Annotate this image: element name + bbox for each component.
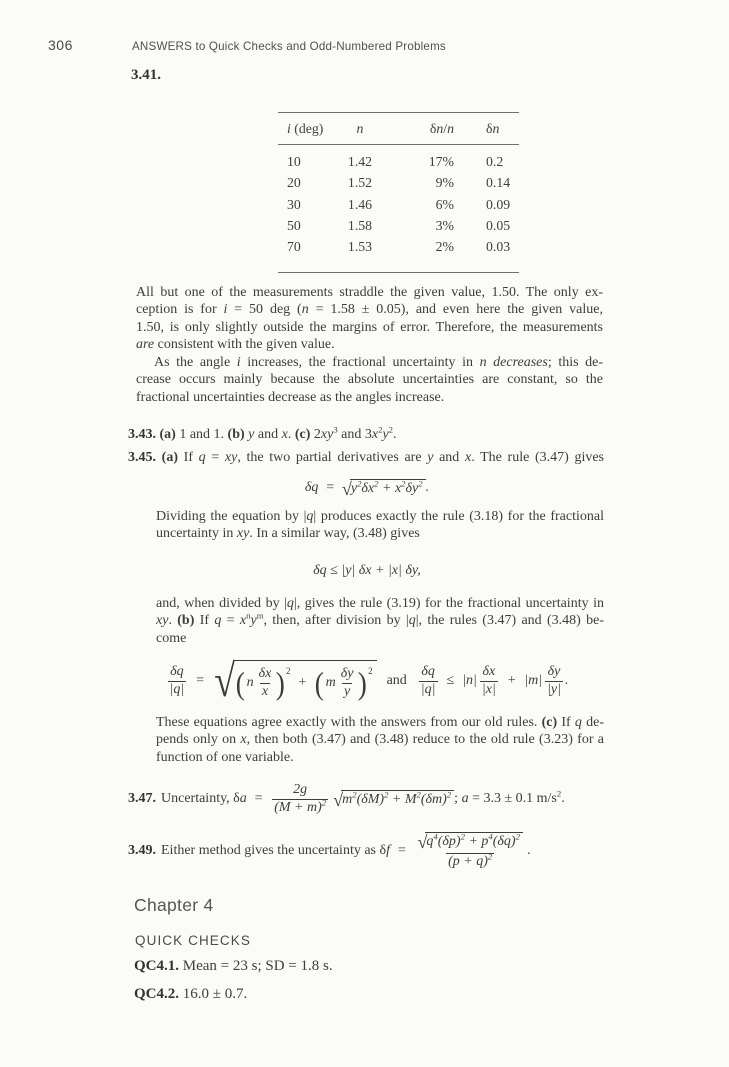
- answer-table-341: [278, 112, 519, 273]
- table-cell: 0.05: [486, 218, 511, 234]
- fraction-2g-over-Mm2: [272, 782, 328, 815]
- answer-345-dividing: [156, 508, 604, 543]
- table-cell: 0.09: [486, 196, 511, 212]
- square-root: √ $y^2\delta x^2 + x^2\delta y^2$: [342, 479, 426, 497]
- qc41-body: Mean = 23 s; SD = 1.8 s.: [182, 958, 333, 974]
- answer-347-lead: Uncertainty, δa: [161, 791, 247, 806]
- fraction-dy-over-absy: [545, 664, 563, 697]
- answer-345-these: [156, 714, 604, 766]
- table-cell: 1.58: [347, 218, 373, 234]
- table-cell: 3%: [435, 218, 454, 234]
- problem-345-label: 3.45.: [128, 450, 156, 465]
- quick-checks-heading: QUICK CHECKS: [135, 933, 251, 948]
- exponent-2: 2: [285, 665, 291, 676]
- plus-sign: +: [297, 675, 307, 690]
- fraction-numerator: δq: [170, 664, 184, 680]
- text-line: crease occurs mainly because the absolute uncertainties are constant, so the: [136, 372, 603, 388]
- text-line: come: [156, 630, 187, 646]
- qc42-answer: [134, 986, 247, 1003]
- coefficient-abs-n: |n|: [462, 673, 477, 688]
- answer-343: [128, 426, 606, 443]
- table-cell: 17%: [428, 154, 454, 170]
- table-cell: 9%: [435, 175, 454, 191]
- formula-period: .: [425, 480, 430, 495]
- formula-lhs: δq: [304, 480, 319, 495]
- fraction-denominator: x: [261, 683, 269, 699]
- fraction-denominator: |x|: [481, 681, 496, 697]
- table-cell: 20: [287, 175, 301, 191]
- table-bottom-rule: [278, 272, 519, 273]
- equals-sign: =: [195, 673, 205, 688]
- text-line: fractional uncertainties decrease as the angles increase.: [136, 389, 445, 405]
- running-header: ANSWERS to Quick Checks and Odd-Numbered Problems: [132, 40, 446, 53]
- radicand: [233, 660, 377, 702]
- square-root: √ ( n $\frac{\delta x}{x}$ ) 2 + ( m $\frac{\delta y}{y}$ ) 2: [212, 660, 377, 702]
- qc41-answer: [134, 958, 333, 975]
- answer-345-and: [156, 595, 604, 647]
- fraction-denominator: $(p + q)^2$: [448, 851, 493, 870]
- formula-345-347: [128, 478, 606, 500]
- formula-345-combined: [128, 655, 606, 707]
- radicand: $q^4(\delta p)^2 + p^4(\delta q)^2$: [425, 832, 523, 850]
- answer-345-line1: [128, 449, 604, 466]
- text-line: As the angle i increases, the fractional uncertainty in n decreases; this de-: [154, 355, 604, 370]
- square-root: √ $m^2(\delta M)^2 + M^2(\delta m)^2$: [333, 790, 454, 808]
- exponent-2: 2: [368, 665, 373, 676]
- table-cell: 70: [287, 239, 301, 255]
- fraction-numerator: [415, 832, 525, 853]
- open-paren: (: [235, 664, 245, 701]
- table-cell: 1.52: [347, 175, 373, 191]
- close-paren: ): [358, 664, 368, 701]
- answer-349-lead: Either method gives the uncertainty as δf: [161, 843, 390, 858]
- table-header-n: n: [356, 121, 364, 136]
- table-cell: 10: [287, 154, 301, 170]
- fraction-sqrt-over-pq2: [415, 832, 525, 870]
- text-line: and, when divided by |q|, gives the rule (3.19) for the fractional uncertainty in: [156, 596, 604, 611]
- text-line: pends only on x, then both (3.47) and (3.48) reduce to the old rule (3.23) for a: [156, 732, 604, 748]
- leq-sign: ≤: [446, 673, 455, 688]
- problem-341-label: 3.41.: [131, 67, 161, 83]
- answer-345-line1-text: (a) If q = xy, the two partial derivatives are y and x. The rule (3.47) gives: [161, 450, 605, 465]
- close-paren: ): [276, 664, 286, 701]
- fraction-denominator: |y|: [547, 681, 561, 697]
- fraction-dq-over-q: [168, 664, 187, 697]
- radicand: $y^2\delta x^2 + x^2\delta y^2$: [350, 479, 426, 497]
- plus-sign: +: [506, 673, 517, 688]
- qc41-label: QC4.1.: [134, 958, 179, 974]
- table-cell: 0.14: [486, 175, 511, 191]
- text-line: function of one variable.: [156, 749, 294, 765]
- table-cell: 50: [287, 218, 301, 234]
- table-header-dn: δn: [486, 121, 500, 136]
- text-line: uncertainty in xy. In a similar way, (3.48) gives: [156, 526, 420, 542]
- table-header-dn-over-n: δn/n: [429, 121, 454, 136]
- equals-sign: =: [253, 791, 264, 806]
- answer-343-body: (a) 1 and 1. (b) y and x. (c) $2xy^3$ and $3x^2y^2$.: [159, 424, 397, 442]
- formula-text: δq ≤ |y| δx + |x| δy,: [313, 563, 421, 578]
- formula-345-348: [128, 563, 606, 579]
- table-cell: 0.2: [486, 154, 504, 170]
- table-header-i-deg: i (deg): [287, 121, 324, 136]
- equals-sign: =: [325, 480, 335, 495]
- answer-347-tail: ; a = 3.3 ± 0.1 $m/s^2$.: [454, 788, 565, 806]
- fraction-dy-over-y: [339, 666, 356, 699]
- fraction-dx-over-absx: [480, 664, 498, 697]
- radicand: $m^2(\delta M)^2 + M^2(\delta m)^2$: [341, 790, 454, 808]
- fraction-denominator: y: [343, 683, 351, 699]
- fraction-dx-over-x: [257, 666, 274, 699]
- fraction-numerator: δy: [340, 666, 354, 682]
- qc42-label: QC4.2.: [134, 986, 179, 1002]
- fraction-numerator: δq: [421, 664, 435, 680]
- chapter-4-heading: Chapter 4: [134, 895, 214, 915]
- table-cell: 1.53: [347, 239, 373, 255]
- table-cell: 6%: [435, 196, 454, 212]
- problem-347-label: 3.47.: [128, 791, 156, 806]
- answer-349: [128, 826, 530, 876]
- coefficient-n: n: [246, 675, 254, 690]
- page-number: 306: [48, 37, 73, 53]
- text-line: All but one of the measurements straddle the given value, 1.50. The only ex-: [136, 285, 603, 300]
- answer-paragraph-341a: [136, 284, 603, 354]
- fraction-denominator: |q|: [420, 681, 436, 697]
- answer-paragraph-341b: [136, 354, 603, 406]
- problem-349-label: 3.49.: [128, 843, 156, 858]
- fraction-numerator: δx: [258, 666, 272, 682]
- problem-343-label: 3.43.: [128, 427, 156, 442]
- open-paren: (: [314, 664, 324, 701]
- text-line: These equations agree exactly with the answers from our old rules. (c) If q de-: [156, 715, 604, 730]
- fraction-denominator: |q|: [169, 681, 185, 697]
- square-root: √ $q^4(\delta p)^2 + p^4(\delta q)^2$: [417, 832, 523, 850]
- table-cell: 0.03: [486, 239, 511, 255]
- coefficient-m: m: [325, 675, 336, 690]
- table-cell: 1.42: [347, 154, 373, 170]
- fraction-denominator: $(M + m)^2$: [274, 796, 327, 815]
- text-line: xy. (b) If $q = x^ny^m$, then, after division by |q|, the rules (3.47) and (3.48) be-: [156, 610, 605, 629]
- table-cell: 30: [287, 196, 301, 212]
- fraction-numerator: δx: [482, 664, 496, 680]
- fraction-dq-over-q: [419, 664, 438, 697]
- equals-sign: =: [396, 843, 407, 858]
- coefficient-abs-m: |m|: [524, 673, 543, 688]
- text-line: Dividing the equation by |q| produces exactly the rule (3.18) for the fractional: [156, 509, 604, 524]
- table-cell: 2%: [435, 239, 454, 255]
- text-line: are consistent with the given value.: [136, 337, 335, 353]
- and-word: and: [386, 673, 407, 688]
- text-line: 1.50, is only slightly outside the margins of error. Therefore, the measurements: [136, 319, 603, 335]
- formula-period: .: [565, 673, 569, 688]
- answer-347: [128, 777, 565, 821]
- table-cell: 1.46: [347, 196, 373, 212]
- text-line: ception is for i = 50 deg (n = 1.58 ± 0.05), and even here the given value,: [136, 302, 603, 318]
- qc42-body: 16.0 ± 0.7.: [182, 986, 248, 1002]
- formula-period: .: [526, 843, 531, 858]
- fraction-numerator: δy: [547, 664, 561, 680]
- fraction-numerator: 2g: [293, 782, 308, 798]
